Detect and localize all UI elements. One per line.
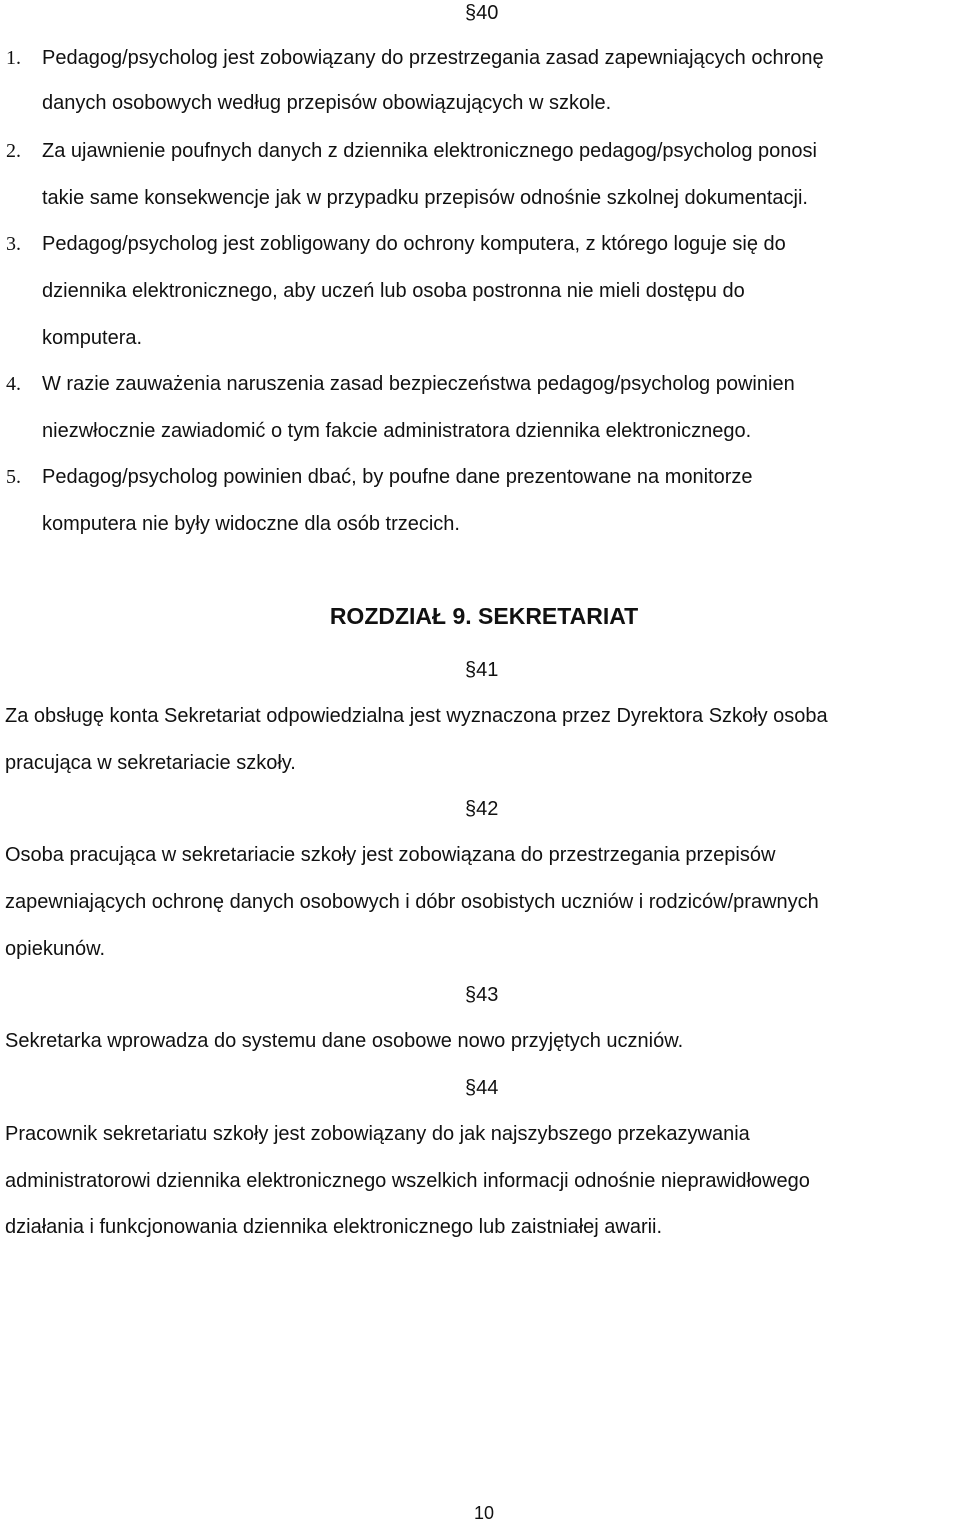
list-item-line: Za ujawnienie poufnych danych z dziennika elektronicznego pedagog/psycholog ponosi — [42, 140, 817, 162]
page-number: 10 — [473, 1503, 495, 1523]
list-item-number: 5. — [6, 466, 21, 488]
list-item-number: 4. — [6, 373, 21, 395]
list-item-line: Pedagog/psycholog jest zobowiązany do przestrzegania zasad zapewniających ochronę — [42, 47, 824, 69]
list-item-line: W razie zauważenia naruszenia zasad bezpieczeństwa pedagog/psycholog powinien — [42, 373, 795, 395]
section-heading-42: §42 — [465, 798, 499, 820]
chapter-title: ROZDZIAŁ 9. SEKRETARIAT — [329, 603, 639, 629]
list-item-line: takie same konsekwencje jak w przypadku przepisów odnośnie szkolnej dokumentacji. — [42, 187, 808, 209]
section-heading-43: §43 — [465, 984, 499, 1006]
paragraph-line: Sekretarka wprowadza do systemu dane osobowe nowo przyjętych uczniów. — [5, 1030, 684, 1052]
paragraph-line: administratorowi dziennika elektronicznego wszelkich informacji odnośnie nieprawidłowego — [5, 1170, 810, 1192]
paragraph-line: Pracownik sekretariatu szkoły jest zobowiązany do jak najszybszego przekazywania — [5, 1123, 750, 1145]
paragraph-line: działania i funkcjonowania dziennika elektronicznego lub zaistniałej awarii. — [5, 1216, 663, 1238]
section-heading-41: §41 — [465, 659, 499, 681]
paragraph-line: zapewniających ochronę danych osobowych i dóbr osobistych uczniów i rodziców/prawnych — [5, 891, 819, 913]
list-item-number: 3. — [6, 233, 21, 255]
paragraph-line: pracująca w sekretariacie szkoły. — [5, 752, 296, 774]
paragraph-line: opiekunów. — [5, 938, 106, 960]
section-heading-44: §44 — [465, 1077, 499, 1099]
list-item-line: danych osobowych według przepisów obowiązujących w szkole. — [42, 92, 612, 114]
list-item-line: Pedagog/psycholog powinien dbać, by poufne dane prezentowane na monitorze — [42, 466, 753, 488]
list-item-line: niezwłocznie zawiadomić o tym fakcie administratora dziennika elektronicznego. — [42, 420, 752, 442]
paragraph-line: Osoba pracująca w sekretariacie szkoły jest zobowiązana do przestrzegania przepisów — [5, 844, 776, 866]
list-item-line: komputera. — [42, 327, 143, 349]
list-item-line: Pedagog/psycholog jest zobligowany do ochrony komputera, z którego loguje się do — [42, 233, 786, 255]
list-item-number: 1. — [6, 47, 21, 69]
section-heading-40: §40 — [465, 2, 499, 24]
list-item-line: dziennika elektronicznego, aby uczeń lub osoba postronna nie mieli dostępu do — [42, 280, 745, 302]
paragraph-line: Za obsługę konta Sekretariat odpowiedzialna jest wyznaczona przez Dyrektora Szkoły osoba — [5, 705, 828, 727]
list-item-line: komputera nie były widoczne dla osób trzecich. — [42, 513, 460, 535]
list-item-number: 2. — [6, 140, 21, 162]
